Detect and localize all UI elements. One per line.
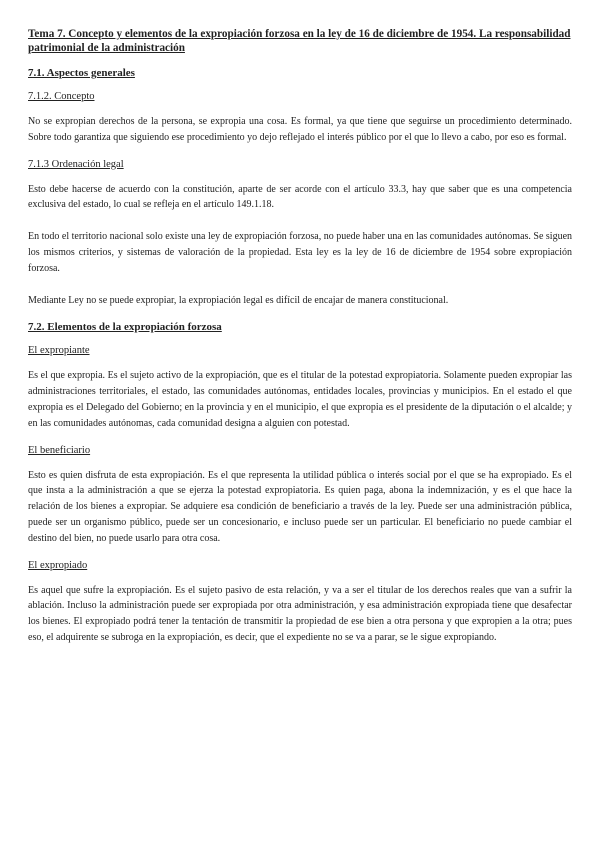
- paragraph-expropiado: Es aquel que sufre la expropiación. Es el sujeto pasivo de esta relación, y va a ser el titular de los derechos reales que van a sufrir la ablación. Incluso la administración puede ser expropiada por otra administración, y esa administración expropiada tiene que desafectar los bienes. El expropiado podrá tener la tentación de transmitir la propiedad de ese bien a otra persona y que expropien a la otra; pues eso, el adquirente se subroga en la expropiación, es decir, que el expediente no se va a parar, se le sigue expropiando.: [28, 584, 572, 643]
- paragraph-ordenacion-2: En todo el territorio nacional solo existe una ley de expropiación forzosa, no puede haber una en las comunidades autónomas. Se siguen los mismos criterios, y sistemas de valoración de la propiedad. Esta ley es la ley de 16 de diciembre de 1954 sobre expropiación forzosa.: [28, 231, 573, 274]
- section-heading-elementos: 7.2. Elementos de la expropiación forzosa: [28, 321, 222, 334]
- section-heading-aspectos-generales: 7.1. Aspectos generales: [28, 67, 135, 79]
- paragraph-expropiante: Es el que expropia. Es el sujeto activo de la expropiación, que es el titular de la potestad expropiatoria. Solamente pueden expropiar las administraciones territoriales, el estado, las comunidades autónomas, entidades locales, provincias y municipios. En el estado el que expropia es el Delegado del Gobierno; en la provincia y en el municipio, el que expropia es el presidente de la diputación o el alcalde; y en las comunidades autónomas, cada comunidad designa a alguien con potestad.: [28, 370, 572, 429]
- paragraph-ordenacion-3: Mediante Ley no se puede expropiar, la expropiación legal es difícil de encajar de manera constitucional.: [28, 294, 449, 306]
- subsection-heading-expropiante: El expropiante: [28, 345, 90, 357]
- subsection-heading-concepto: 7.1.2. Concepto: [28, 91, 95, 102]
- paragraph-ordenacion-1: Esto debe hacerse de acuerdo con la constitución, aparte de ser acorde con el artículo 33.3, hay que saber que es una competencia exclusiva del estado, lo cual se refleja en el artículo 149.1.18.: [28, 183, 572, 211]
- subsection-heading-ordenacion-legal: 7.1.3 Ordenación legal: [28, 158, 124, 170]
- paragraph-beneficiario: Esto es quien disfruta de esta expropiación. Es el que representa la utilidad pública o interés social por el que se ha expropiado. Es el que insta a la administración a que se ejerza la potestad expropiatoria. Es quien paga, abona la indemnización, y es el que hace la relación de los bienes a expropiar. Se adquiere esa condición de beneficiario a través de la ley. Puede ser una administración pública, puede ser un organismo público, puede ser un concesionario, e incluso puede ser un particular. El beneficiario no puede cambiar el destino del bien, no puede usarlo para otra cosa.: [28, 469, 572, 544]
- document-title: Tema 7. Concepto y elementos de la expropiación forzosa en la ley de 16 de diciembre de 1954. La responsabilidad patrimonial de la administración: [28, 28, 571, 54]
- subsection-heading-beneficiario: El beneficiario: [28, 444, 91, 456]
- subsection-heading-expropiado: El expropiado: [28, 559, 88, 571]
- paragraph-concepto: No se expropian derechos de la persona, se expropia una cosa. Es formal, ya que tiene que seguirse un procedimiento determinado. Sobre todo garantiza que siguiendo ese procedimiento yo dejo reflejado el interés público por el que lo llevo a cabo, por eso es formal.: [28, 116, 572, 143]
